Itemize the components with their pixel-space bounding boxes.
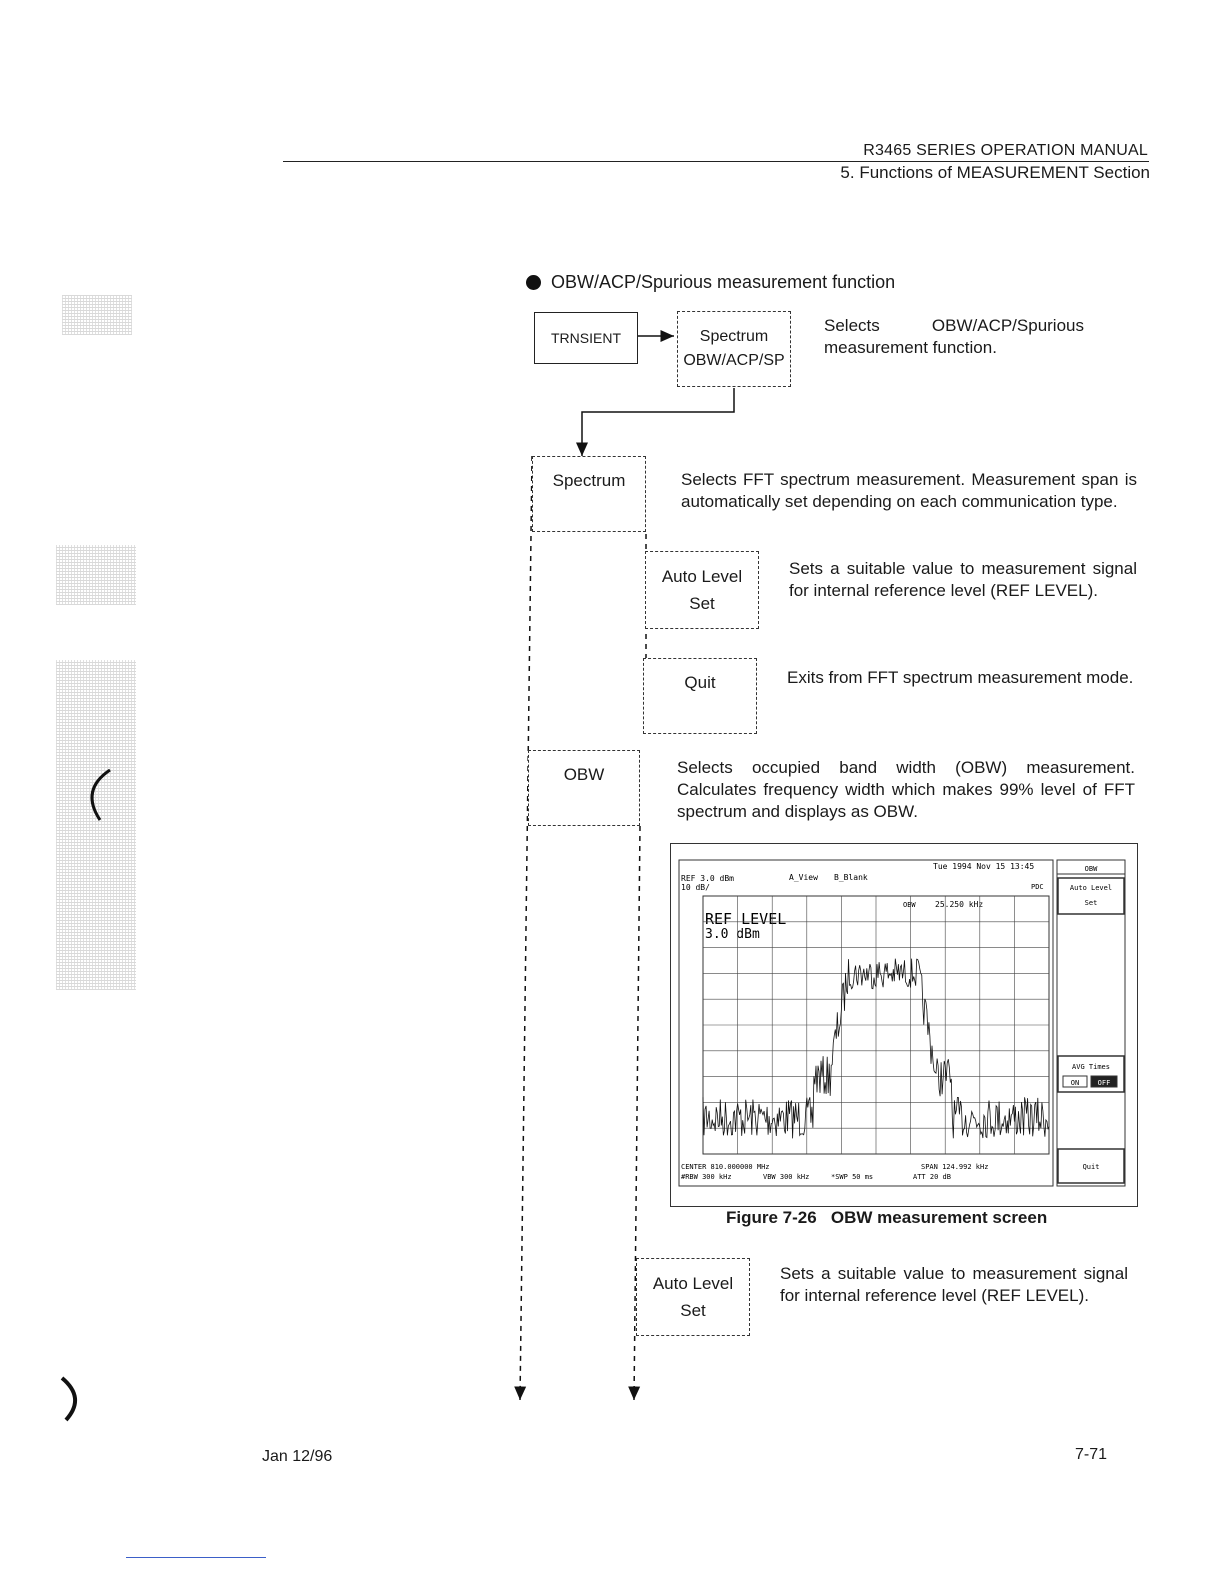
transient-key-label: TRNSIENT [551,330,621,346]
screen-obw-value: 25.250 kHz [935,900,984,909]
auto-level-description-1: Sets a suitable value to measurement signal for internal reference level (REF LEVEL). [789,559,1137,600]
screen-span: SPAN 124.992 kHz [921,1163,989,1171]
screen-softkey-off: OFF [1097,1079,1111,1087]
section-name: 5. Functions of MEASUREMENT Section [840,163,1150,182]
screen-softkey-quit: Quit [1082,1163,1100,1171]
auto-level-2-line1: Auto Level [652,1274,734,1293]
figure-caption: Figure 7-26 OBW measurement screen [726,1208,1048,1227]
page-number: 7-71 [1075,1446,1108,1463]
obw-measurement-screen [670,843,1138,1207]
quit-label: Quit [684,673,716,692]
softkey-line1: Spectrum [699,328,769,345]
screen-ref-level-value: 3.0 dBm [705,927,760,942]
screen-a-view: A_View [789,873,818,882]
screen-ref: REF 3.0 dBm [681,874,734,883]
auto-level-line1: Auto Level [661,567,743,586]
screen-obw-label: OBW [903,901,916,909]
screen-rbw: #RBW 300 kHz [681,1173,732,1181]
spectrum-description: Selects FFT spectrum measurement. Measurement span is automatically set depending on each communication type. [681,470,1137,511]
auto-level-2-line2: Set [680,1301,706,1320]
screen-scale: 10 dB/ [681,883,710,892]
screen-datetime: Tue 1994 Nov 15 13:45 [933,862,1035,871]
quit-description: Exits from FFT spectrum measurement mode. [787,668,1134,687]
footer-date: Jan 12/96 [262,1448,333,1465]
screen-softkey-auto-level-1: Auto Level [1069,884,1113,892]
screen-center: CENTER 810.000000 MHz [681,1163,770,1171]
section-title-text: OBW/ACP/Spurious measurement function [551,272,896,292]
manual-title: R3465 SERIES OPERATION MANUAL [863,142,1148,159]
auto-level-set-softkey-1[interactable] [645,551,759,629]
screen-softkey-on: ON [1070,1079,1080,1087]
spectrum-label: Spectrum [552,471,626,490]
screen-swp: *SWP 50 ms [831,1173,874,1181]
auto-level-line2: Set [689,594,715,613]
screen-ref-level-label: REF LEVEL [705,910,787,928]
screen-vbw: VBW 300 kHz [763,1173,810,1181]
screen-b-blank: B_Blank [834,873,868,882]
quit-softkey[interactable] [643,658,757,734]
auto-level-description-2: Sets a suitable value to measurement signal for internal reference level (REF LEVEL). [780,1264,1128,1305]
screen-softkey-auto-level-2: Set [1084,899,1098,907]
spectrum-softkey[interactable] [532,456,646,532]
spectrum-display [671,844,1137,1206]
screen-softkey-avg-times: AVG Times [1072,1063,1110,1071]
screen-att: ATT 20 dB [913,1173,951,1181]
spectrum-softkey-description: Selects OBW/ACP/Spurious measurement function. [824,316,1084,357]
obw-softkey[interactable] [528,750,640,826]
softkey-line2: OBW/ACP/SP [683,352,785,369]
transient-key[interactable] [534,312,638,364]
auto-level-set-softkey-2[interactable] [636,1258,750,1336]
obw-label: OBW [563,765,605,784]
softkey-panel-title: OBW [1084,865,1098,873]
spectrum-obw-acp-sp-softkey[interactable] [677,311,791,387]
obw-description: Selects occupied band width (OBW) measurement. Calculates frequency width which makes 99% level of FFT spectrum and displays as OBW. [677,758,1135,821]
page-edge-line [126,1557,266,1558]
screen-pdc: PDC [1031,883,1044,891]
